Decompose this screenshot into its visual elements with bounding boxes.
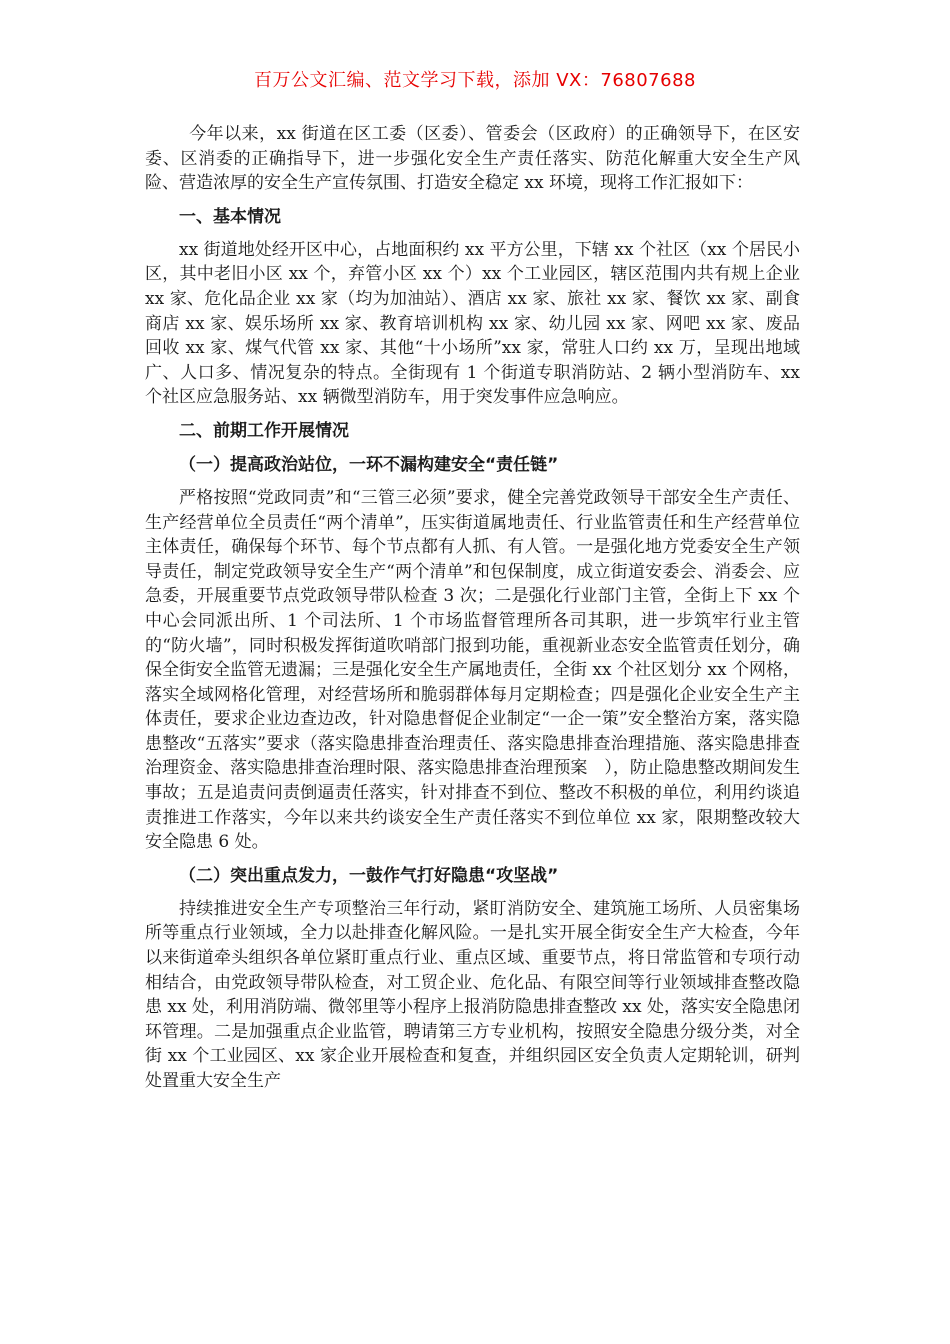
intro-paragraph: 今年以来，xx 街道在区工委（区委）、管委会（区政府）的正确领导下，在区安委、区消委的正确指导下，进一步强化安全生产责任落实、防范化解重大安全生产风险、营造浓厚的安全生产宣传氛围、打造安全稳定 xx 环境，现将工作汇报如下： (145, 124, 800, 194)
document-body (145, 122, 800, 1102)
subsection-heading-responsibility-chain: （一）提高政治站位，一环不漏构建安全“责任链” (179, 454, 559, 475)
section-heading-basic-situation: 一、基本情况 (179, 206, 281, 227)
header-banner: 百万公文汇编、范文学习下载，添加 VX：76807688 (254, 70, 696, 91)
responsibility-chain-paragraph: 严格按照“党政同责”和“三管三必须”要求，健全完善党政领导干部安全生产责任、生产经营单位全员责任“两个清单”，压实街道属地责任、行业监管责任和生产经营单位主体责任，确保每个环节、每个节点都有人抓、有人管。一是强化地方党委安全生产领导责任，制定党政领导安全生产“两个清单”和包保制度，成立街道安委会、消委会、应急委，开展重要节点党政领导带队检查 3 次；二是强化行业部门主管，全街上下 xx 个中心会同派出所、1 个司法所、1 个市场监督管理所各司其职，进一步筑牢行业主管的“防火墙”，同时积极发挥街道吹哨部门报到功能，重视新业态安全监管责任划分，确保全街安全监管无遗漏；三是强化安全生产属地责任，全街 xx 个社区划分 xx 个网格，落实全域网格化管理，对经营场所和脆弱群体每月定期检查；四是强化企业安全生产主体责任，要求企业边查边改，针对隐患督促企业制定“一企一策”安全整治方案，落实隐患整改“五落实”要求（落实隐患排查治理责任、落实隐患排查治理措施、落实隐患排查治理资金、落实隐患排查治理时限、落实隐患排查治理预案 ），防止隐患整改期间发生事故；五是追责问责倒逼责任落实，针对排查不到位、整改不积极的单位，利用约谈追责推进工作落实，今年以来共约谈安全生产责任落实不到位单位 xx 家，限期整改较大安全隐患 6 处。 (145, 487, 800, 853)
subsection-heading-hazard-campaign: （二）突出重点发力，一鼓作气打好隐患“攻坚战” (179, 865, 559, 886)
hazard-campaign-paragraph: 持续推进安全生产专项整治三年行动，紧盯消防安全、建筑施工场所、人员密集场所等重点行业领域，全力以赴排查化解风险。一是扎实开展全街安全生产大检查，今年以来街道牵头组织各单位紧盯重点行业、重点区域、重要节点，将日常监管和专项行动相结合，由党政领导带队检查，对工贸企业、危化品、有限空间等行业领域排查整改隐患 xx 处，利用消防端、微邻里等小程序上报消防隐患排查整改 xx 处，落实安全隐患闭环管理。二是加强重点企业监管，聘请第三方专业机构，按照安全隐患分级分类，对全街 xx 个工业园区、xx 家企业开展检查和复查，并组织园区安全负责人定期轮训，研判处置重大安全生产 (145, 898, 800, 1091)
section-heading-work-progress: 二、前期工作开展情况 (179, 420, 349, 441)
basic-situation-paragraph: xx 街道地处经开区中心，占地面积约 xx 平方公里，下辖 xx 个社区（xx 个居民小区，其中老旧小区 xx 个，弃管小区 xx 个）xx 个工业园区，辖区范围内共有规上企业 xx 家、危化品企业 xx 家（均为加油站）、酒店 xx 家、旅社 xx 家、餐饮 xx 家、副食商店 xx 家、娱乐场所 xx 家、教育培训机构 xx 家、幼儿园 xx 家、网吧 xx 家、废品回收 xx 家、煤气代管 xx 家、其他“十小场所”xx 家，常驻人口约 xx 万，呈现出地域广、人口多、情况复杂的特点。全街现有 1 个街道专职消防站、2 辆小型消防车、xx 个社区应急服务站、xx 辆微型消防车，用于突发事件应急响应。 (145, 239, 800, 408)
